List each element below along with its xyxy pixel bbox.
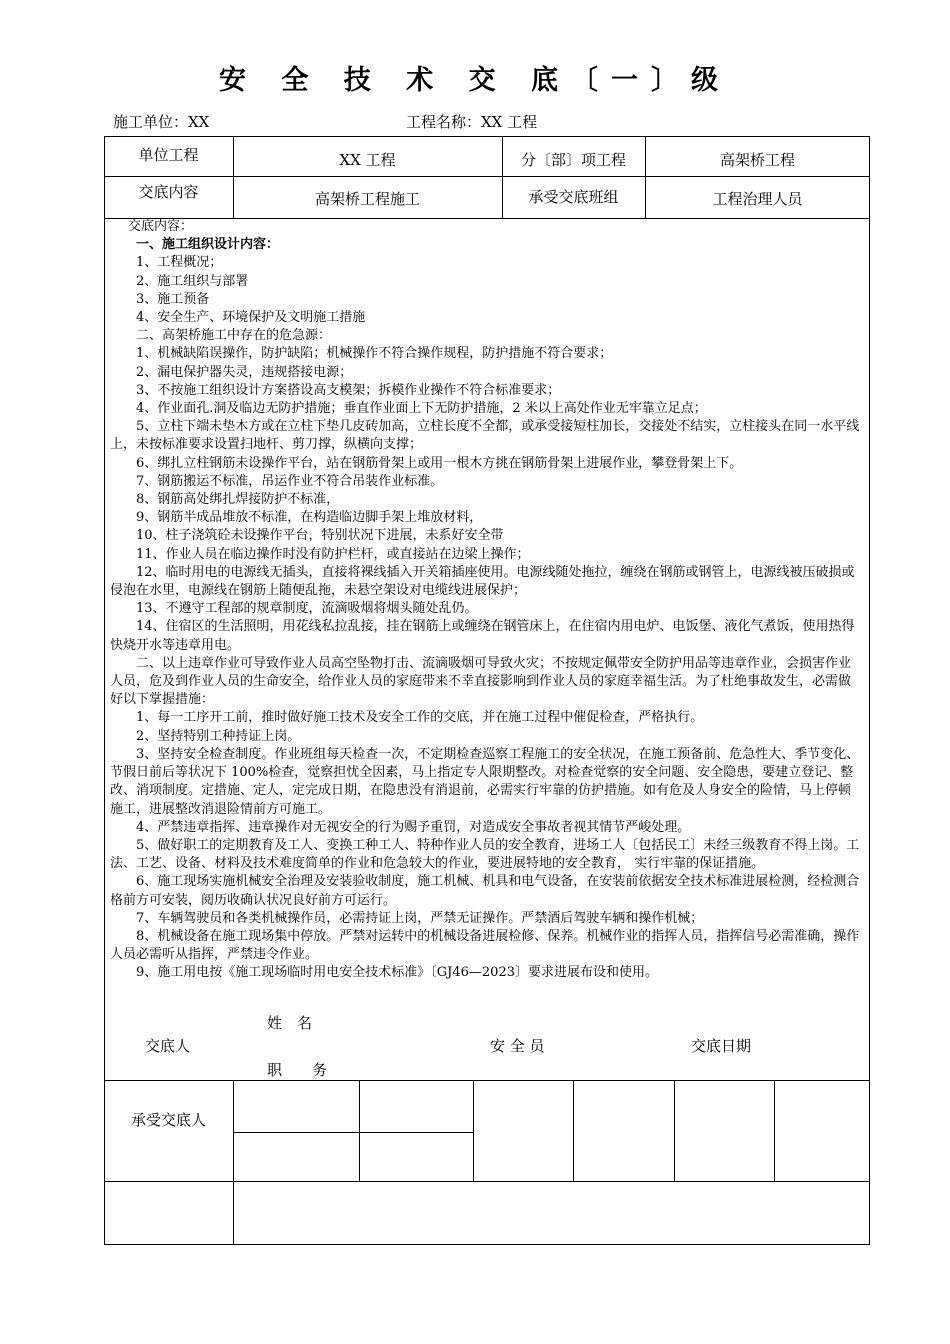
disclosure-content-value: 高架桥工程施工 xyxy=(314,190,420,208)
disclosure-date-label: 交底日期 xyxy=(691,1037,752,1055)
disclosure-content-label: 交底内容 xyxy=(138,183,199,201)
position-label: 职 务 xyxy=(267,1061,328,1079)
safety-officer-label: 安 全 员 xyxy=(490,1037,545,1055)
content-line: 1、每一工序开工前，推时做好施工技术及安全工作的交底，并在施工过程中催促检查，严格执行。 xyxy=(136,710,704,726)
receiving-team-value: 工程治理人员 xyxy=(712,190,803,208)
content-line: 6、施工现场实施机械安全治理及安装验收制度，施工机械、机具和电气设备，在安装前依据安全技术标准进展检测，经检测合格前方可安装，阅历收确认状况良好前方可运行。 xyxy=(110,874,860,908)
unit-project-label: 单位工程 xyxy=(138,146,199,164)
content-line: 4、作业面孔.洞及临边无防护措施；垂直作业面上下无防护措施，2 米以上高处作业无牢靠立足点； xyxy=(136,401,707,417)
content-line: 二、以上违章作业可导致作业人员高空坠物打击、流滴吸烟可导致火灾；不按规定佩带安全防护用品等违章作业，会损害作业人员，危及到作业人员的生命安全，给作业人员的家庭带来不幸直接影响到作业人员的家庭幸福生活。为了杜绝事故发生，必需做好以下掌握措施： xyxy=(110,655,852,708)
content-line: 11、作业人员在临边操作时没有防护栏杆，或直接站在边梁上操作； xyxy=(136,546,530,562)
content-line: 3、坚持安全检查制度。作业班组每天检查一次，不定期检查巡察工程施工的安全状况，在施工预备前、危急性大、季节变化、节假日前后等状况下 100%检查，觉察担忧全因素，马上指定专人限期整改。对检查觉察的安全问题、安全隐患，要建立登记、整改、消项制度。定措施、定人，定完成日期，在隐患没有消退前，必需实行牢靠的仿护措施。如有危及人身安全的险情，马上停顿施工，进展整改消退险情前方可施工。 xyxy=(110,746,860,817)
content-line: 5、立柱下端未垫木方或在立柱下垫几皮砖加高，立柱长度不全都，或承受接短柱加长，交接处不结实，立柱接头在同一水平线上，未按标准要求设置扫地杆、剪刀撑，纵横向支撑； xyxy=(110,419,860,453)
col-divider xyxy=(473,1080,474,1181)
content-line: 7、车辆驾驶员和各类机械操作员，必需持证上岗，严禁无证操作。严禁酒后驾驶车辆和操作机械； xyxy=(136,910,704,926)
content-line: 14、住宿区的生活照明，用花线私拉乱接，挂在钢筋上或缠绕在钢管床上，在住宿内用电炉、电饭堡、液化气煮饭，使用热得快烧开水等违章用电。 xyxy=(110,619,855,653)
content-line: 1、工程概况； xyxy=(136,255,223,271)
document-title: 安 全 技 术 交 底〔一〕级 xyxy=(219,65,731,96)
receivers-label: 承受交底人 xyxy=(130,1111,206,1129)
col-divider xyxy=(674,1080,675,1181)
content-line: 7、钢筋搬运不标准，吊运作业不符合吊装作业标准。 xyxy=(136,473,444,489)
disclosure-content xyxy=(110,218,862,983)
receiver-split-line xyxy=(233,1132,473,1133)
receiving-team-label: 承受交底班组 xyxy=(528,188,619,206)
row-divider xyxy=(104,176,870,177)
content-line: 1、机械缺陷误操作，防护缺陷；机械操作不符合操作规程，防护措施不符合要求； xyxy=(136,346,613,362)
content-line: 3、施工预备 xyxy=(136,291,210,307)
content-line: 一、施工组织设计内容： xyxy=(136,237,280,253)
content-line: 4、安全生产、环境保护及文明施工措施 xyxy=(136,310,366,326)
col-divider xyxy=(774,1080,775,1181)
content-line: 3、不按施工组织设计方案搭设高支模架；拆模作业操作不符合标准要求； xyxy=(136,382,561,398)
unit-project-value: XX 工程 xyxy=(339,151,396,169)
content-line: 8、机械设备在施工现场集中停放。严禁对运转中的机械设备进展检修、保养。机械作业的指挥人员，指挥信号必需准确，操作人员必需听从指挥，严禁违令作业。 xyxy=(110,928,860,963)
content-line: 6、绑扎立柱钢筋未设操作平台，站在钢筋骨架上或用一根木方挑在钢筋骨架上进展作业，攀登骨架上下。 xyxy=(136,455,743,471)
content-line: 5、做好职工的定期教育及工人、变换工种工人、特种作业人员的安全教育，进场工人〔包括民工〕未经三级教育不得上岗。工法、工艺、设备、材料及技术难度简单的作业和危急较大的作业，要进展特地的安全教育， 实行牢靠的保证措施。 xyxy=(110,837,860,872)
content-line: 9、钢筋半成品堆放不标准，在构造临边脚手架上堆放材料， xyxy=(136,510,483,526)
col-divider xyxy=(573,1080,574,1181)
content-line: 9、施工用电按《施工现场临时用电安全技术标准》〔GJ46—2023〕要求进展布设和使用。 xyxy=(136,965,658,981)
content-line: 4、严禁违章指挥、违章操作对无视安全的行为赐予重罚，对造成安全事故者视其情节严峻处理。 xyxy=(136,819,691,835)
content-line: 8、钢筋高处绑扎焊接防护不标准， xyxy=(136,492,340,508)
construction-unit: 施工单位：XX xyxy=(113,113,210,131)
col-divider xyxy=(233,1080,234,1245)
content-line: 2、施工组织与部署 xyxy=(136,273,249,289)
sub-project-label: 分〔部〕项工程 xyxy=(520,151,626,169)
content-line: 二、高架桥施工中存在的危急源： xyxy=(136,328,332,344)
col-divider xyxy=(359,1080,360,1181)
content-line: 10、柱子浇筑砼未设操作平台，特别状况下进展，未系好安全带 xyxy=(136,528,504,544)
content-line: 12、临时用电的电源线无插头，直接将裸线插入开关箱插座使用。电源线随处拖拉，缠绕在钢筋或钢管上，电源线被压破损或侵泡在水里，电源线在钢筋上随便乱拖，未悬空架设对电缆线进展保护； xyxy=(110,564,855,599)
content-line: 13、不遵守工程部的规章制度，流滴吸烟将烟头随处乱仍。 xyxy=(136,601,478,617)
row-divider xyxy=(104,1181,870,1182)
project-name: 工程名称：XX 工程 xyxy=(406,113,538,131)
content-heading: 交底内容： xyxy=(128,219,194,234)
name-label: 姓 名 xyxy=(267,1014,313,1032)
discloser-label: 交底人 xyxy=(145,1037,191,1055)
row-divider xyxy=(104,1080,870,1081)
content-line: 2、坚持特别工种持证上岗。 xyxy=(136,728,301,744)
sub-project-value: 高架桥工程 xyxy=(719,151,795,169)
content-line: 2、漏电保护器失灵，违规搭接电源； xyxy=(136,364,353,380)
